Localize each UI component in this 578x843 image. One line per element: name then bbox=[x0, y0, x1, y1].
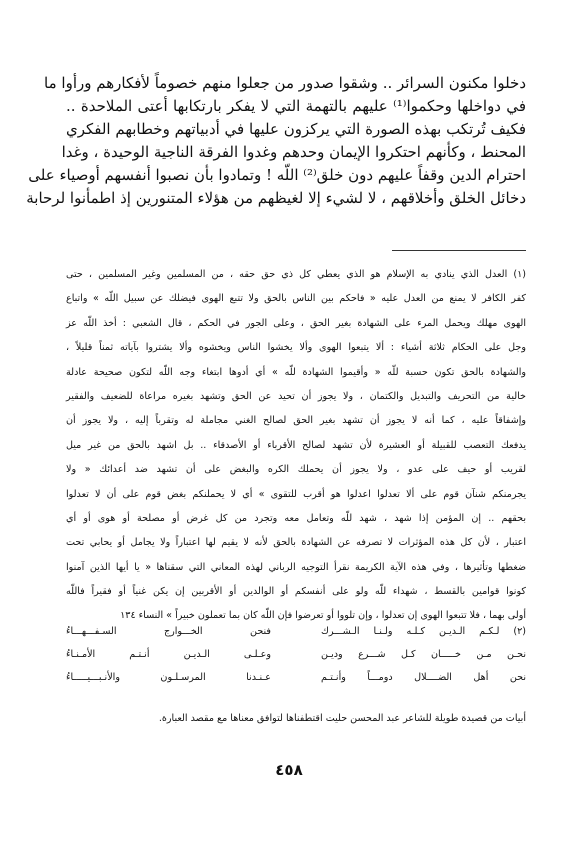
footnote-line: (١) العدل الذي ينادي به الإسلام هو الذي يعطي كل ذي حق حقه ، من المسلمين وغير المسلمين ، حتى bbox=[66, 269, 526, 280]
footnote-line: يجرمنكم شنآن قوم على ألا تعدلوا اعدلوا هو أقرب للتقوى » أي لا يحملنكم بغض قوم على أن لا تعدلوا bbox=[66, 488, 526, 500]
poem-first-hemistich: نحن أهل الضــــلال دومـــاً وأنـتـم bbox=[321, 672, 526, 683]
footnote-line: الهوى مهلك ويحمل المرء على الشهادة بغير الحق ، وعلى الجور في الحكم ، قال الشعبي : أخذ اللّه عز bbox=[66, 317, 526, 329]
poem-verse bbox=[66, 620, 526, 643]
main-text-line: فكيف تُرتكب بهذه الصورة التي يركزون عليها في أدبياتهم وخطابهم الفكري bbox=[65, 120, 526, 138]
poem-first-hemistich: (٢) لـكـم الـديـن كـلـه ولـنـا الـشـــرك bbox=[321, 626, 526, 637]
footnote-line: أولى بهما ، فلا تتبعوا الهوى إن تعدلوا ، وإن تلووا أو تعرضوا فإن اللّه كان بما تعملون خبيراً » النساء ١٣٤ bbox=[120, 610, 526, 622]
page-number: ٤٥٨ bbox=[275, 761, 303, 779]
footnote-line: كفر الكافر لا يمنع من العدل عليه « فاحكم بين الناس بالحق ولا تتبع الهوى فيضلك عن سبيل اللّه » واتباع bbox=[66, 293, 526, 305]
footnote-line: وجل على الحكام ثلاثة أشياء : ألا يتبعوا الهوى وألا يخشوا الناس ويخشوه وألا يشتروا بآياته ثمناً قليلاً ، bbox=[66, 342, 526, 354]
footnote-line: يدفعك التعصب للقبيلة أو العشيرة لأن تشهد لصالح الأقرباء أو الأصدقاء .. بل اشهد بالحق من غير ميل bbox=[66, 439, 526, 451]
footnote-separator bbox=[392, 250, 526, 251]
footnote-line: بحقهم .. إن المؤمن إذا شهد ، شهد للّه وتعامل معه وتجرد من كل غرض أو مصلحة أو هوى أو أي bbox=[66, 512, 526, 524]
footnote-line: اعتبار ، لأن كل هذه المؤثرات لا تصرفه عن الشهادة بالحق لأنه لا يقيم لها اعتباراً ولا يجامل أو يحابي تحت bbox=[66, 537, 526, 549]
footnote-line: خالية من التحريف والتبديل والكتمان ، ولا يجوز أن تحيد عن الحق وتشهد بغيره مراعاة للضعيف والفقير bbox=[66, 390, 526, 402]
footnote-1 bbox=[66, 263, 526, 629]
main-text-line: في دواخلها وحكموا⁽¹⁾ عليهم بالتهمة التي لا يفكر بارتكابها أعتى الملاحدة .. bbox=[66, 97, 526, 115]
main-text-block bbox=[26, 72, 526, 210]
footnote-2-poem bbox=[66, 620, 526, 689]
main-text-line: احترام الدين وقفاً عليهم دون خلق⁽²⁾ اللّه ! وتمادوا بأن نصبوا أنفسهم أوصياء على bbox=[28, 166, 526, 184]
poem-verse bbox=[66, 643, 526, 666]
footnote-line: ضغطها وتأثيرها ، وفي هذه الآية الكريمة نقرأ التوجيه الرباني لهذه المعاني التي سقناها « يا أيها الذين آمنوا bbox=[66, 561, 526, 573]
poem-verse bbox=[66, 666, 526, 689]
poem-second-hemistich: فنحن الخـــوارج السـفـــهـــاءُ bbox=[66, 626, 271, 637]
poem-second-hemistich: عـنـدنا المرسـلـون والأنـبـــيـــــاءُ bbox=[66, 672, 271, 683]
poem-first-hemistich: نحـن مـن خـــــان كـل شـــرع وديـن bbox=[321, 649, 526, 660]
footnote-line: لقريب أو حيف على عدو ، ولا يجوز أن يحملك الكره والبغض على أن تشهد ضد أعدائك « ولا bbox=[66, 464, 526, 476]
poem-source-note: أبيات من قصيدة طويلة للشاعر عبد المحسن حليت اقتطفناها لتوافق معناها مع مقصد العبارة. bbox=[158, 713, 526, 724]
footnote-line: والشهادة بالحق تكون حسبة للّه « وأقيموا الشهادة للّه » أي أدوها ابتغاء وجه اللّه لتكون صحيحة عادلة bbox=[66, 366, 526, 378]
main-text-line: دخائل الخلق وأخلاقهم ، لا لشيء إلا لغيظهم من هؤلاء المتنورين إذ اطمأنوا لرحابة bbox=[26, 189, 526, 207]
footnote-line: وإشفاقاً عليه ، كما أنه لا يجوز أن تشهد بغير الحق لصالح الغني مجاملة له وتقرباً إليه ، ولا يجوز أن bbox=[66, 415, 526, 427]
footnote-line: كونوا قوامين بالقسط ، شهداء للّه ولو على أنفسكم أو الوالدين أو الأقربين إن يكن غنياً أو فقيراً فاللّه bbox=[66, 586, 526, 598]
poem-second-hemistich: وعـلـى الـديـن أنـتـم الأمـنـاءُ bbox=[66, 649, 271, 660]
main-text-line: المحنط ، وكأنهم احتكروا الإيمان وحدهم وغدوا الفرقة الناجية الوحيدة ، وغدا bbox=[61, 143, 526, 161]
main-text-line: دخلوا مكنون السرائر .. وشقوا صدور من جعلوا منهم خصوماً لأفكارهم ورأوا ما bbox=[44, 74, 526, 92]
